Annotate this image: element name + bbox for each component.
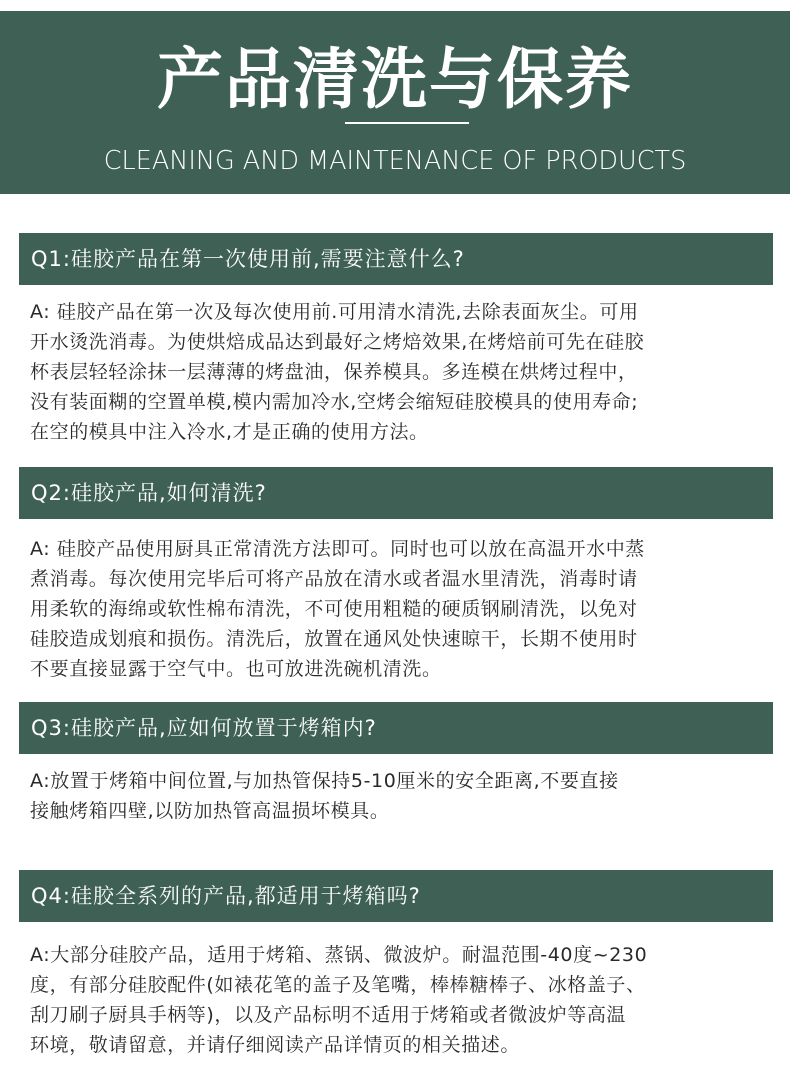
faq-answer-line: A:大部分硅胶产品，适用于烤箱、蒸锅、微波炉。耐温范围-40度~230 — [30, 944, 648, 966]
page-subtitle: CLEANING AND MAINTENANCE OF PRODUCTS — [103, 146, 687, 176]
page-title: 产品清洗与保养 — [157, 41, 633, 118]
faq-answer-line: 度，有部分硅胶配件(如裱花笔的盖子及笔嘴，棒棒糖棒子、冰格盖子、 — [30, 974, 646, 996]
faq-answer-line: 杯表层轻轻涂抹一层薄薄的烤盘油，保养模具。多连模在烘烤过程中， — [30, 361, 638, 383]
faq-answer-line: A: 硅胶产品使用厨具正常清洗方法即可。同时也可以放在高温开水中蒸 — [30, 538, 645, 560]
faq-answer-line: 不要直接显露于空气中。也可放进洗碗机清洗。 — [30, 658, 442, 680]
faq-question-3: Q3:硅胶产品,应如何放置于烤箱内? — [19, 702, 773, 754]
header-divider — [345, 122, 469, 124]
faq-answer-2 — [30, 534, 775, 684]
faq-answer-line: 开水烫洗消毒。为使烘焙成品达到最好之烤焙效果,在烤焙前可先在硅胶 — [30, 331, 645, 353]
header-banner — [0, 11, 790, 194]
faq-answer-line: 没有装面糊的空置单模,模内需加冷水,空烤会缩短硅胶模具的使用寿命; — [30, 391, 639, 413]
faq-answer-line: 煮消毒。每次使用完毕后可将产品放在清水或者温水里清洗，消毒时请 — [30, 568, 638, 590]
faq-answer-line: 硅胶造成划痕和损伤。清洗后，放置在通风处快速晾干，长期不使用时 — [30, 628, 638, 650]
faq-answer-line: 用柔软的海绵或软性棉布清洗，不可使用粗糙的硬质钢刷清洗，以免对 — [30, 598, 638, 620]
faq-answer-line: A:放置于烤箱中间位置,与加热管保持5-10厘米的安全距离,不要直接 — [30, 770, 619, 792]
faq-question-2: Q2:硅胶产品,如何清洗? — [19, 467, 773, 519]
faq-answer-line: 接触烤箱四壁,以防加热管高温损坏模具。 — [30, 800, 390, 822]
faq-answer-line: 环境，敬请留意，并请仔细阅读产品详情页的相关描述。 — [30, 1034, 521, 1056]
faq-answer-line: 在空的模具中注入冷水,才是正确的使用方法。 — [30, 421, 429, 443]
faq-question-4: Q4:硅胶全系列的产品,都适用于烤箱吗? — [19, 870, 773, 922]
faq-answer-line: A: 硅胶产品在第一次及每次使用前.可用清水清洗,去除表面灰尘。可用 — [30, 301, 639, 323]
faq-answer-line: 刮刀刷子厨具手柄等)，以及产品标明不适用于烤箱或者微波炉等高温 — [30, 1004, 627, 1026]
faq-question-1: Q1:硅胶产品在第一次使用前,需要注意什么? — [19, 233, 773, 285]
faq-answer-3 — [30, 766, 775, 826]
faq-answer-1 — [30, 297, 775, 447]
faq-answer-4 — [30, 940, 775, 1060]
